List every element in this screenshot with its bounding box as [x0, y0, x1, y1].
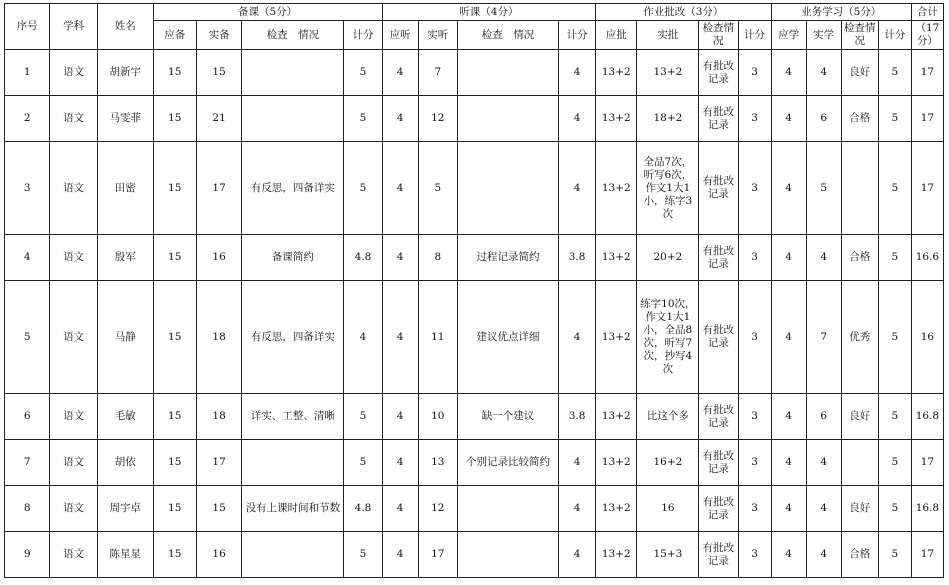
cell-listen-check: 过程记录简约: [457, 235, 558, 281]
cell-prep-actual: 16: [196, 532, 241, 578]
cell-listen-score: 4: [559, 532, 596, 578]
cell-prep-score: 5: [344, 96, 382, 142]
cell-listen-actual: 12: [418, 96, 457, 142]
header-study-due: 应学: [771, 21, 806, 50]
cell-prep-due: 15: [153, 486, 196, 532]
cell-hw-score: 3: [738, 281, 771, 394]
header-total-max: （17分）: [911, 21, 943, 50]
cell-seq: 1: [5, 50, 50, 96]
cell-study-due: 4: [771, 142, 806, 235]
cell-prep-check: [242, 532, 344, 578]
cell-study-actual: 6: [806, 394, 841, 440]
cell-listen-due: 4: [382, 532, 418, 578]
cell-hw-actual: 练字10次，作文1大1小，全品8次，听写7次，抄写4次: [637, 281, 699, 394]
cell-listen-due: 4: [382, 440, 418, 486]
cell-name: 胡新宇: [97, 50, 153, 96]
cell-listen-due: 4: [382, 394, 418, 440]
cell-study-check: [841, 440, 878, 486]
cell-prep-check: 有反思，四备详实: [242, 142, 344, 235]
header-homework-group: 作业批改（3分）: [596, 4, 771, 21]
cell-hw-actual: 16+2: [637, 440, 699, 486]
table-row: [5, 50, 944, 96]
header-prep-score: 计分: [344, 21, 382, 50]
cell-total: 16: [911, 281, 943, 394]
cell-study-check: 良好: [841, 486, 878, 532]
cell-listen-score: 4: [559, 486, 596, 532]
cell-seq: 9: [5, 532, 50, 578]
cell-prep-check: [242, 440, 344, 486]
header-hw-check: 检查情况: [699, 21, 738, 50]
cell-prep-score: 5: [344, 394, 382, 440]
cell-prep-due: 15: [153, 235, 196, 281]
cell-study-check: 合格: [841, 96, 878, 142]
cell-name: 田密: [97, 142, 153, 235]
cell-hw-check: 有批改记录: [699, 50, 738, 96]
cell-name: 马雯菲: [97, 96, 153, 142]
cell-prep-due: 15: [153, 96, 196, 142]
table-row: [5, 440, 944, 486]
cell-listen-score: 3.8: [559, 394, 596, 440]
cell-listen-due: 4: [382, 96, 418, 142]
header-study-check: 检查情况: [841, 21, 878, 50]
cell-listen-actual: 5: [418, 142, 457, 235]
cell-hw-due: 13+2: [596, 50, 637, 96]
cell-study-due: 4: [771, 281, 806, 394]
table-row: [5, 142, 944, 235]
cell-total: 16.8: [911, 486, 943, 532]
cell-study-due: 4: [771, 96, 806, 142]
cell-total: 16.6: [911, 235, 943, 281]
cell-listen-check: 个别记录比较简约: [457, 440, 558, 486]
cell-prep-actual: 21: [196, 96, 241, 142]
cell-seq: 4: [5, 235, 50, 281]
cell-listen-check: [457, 50, 558, 96]
cell-prep-check: [242, 50, 344, 96]
cell-study-actual: 4: [806, 532, 841, 578]
cell-study-check: 优秀: [841, 281, 878, 394]
cell-study-score: 5: [878, 281, 911, 394]
cell-hw-check: 有批改记录: [699, 394, 738, 440]
table-row: [5, 486, 944, 532]
cell-hw-check: 有批改记录: [699, 532, 738, 578]
cell-prep-due: 15: [153, 532, 196, 578]
cell-total: 16.8: [911, 394, 943, 440]
table-row: [5, 96, 944, 142]
cell-subject: 语文: [50, 486, 97, 532]
cell-hw-due: 13+2: [596, 394, 637, 440]
cell-total: 17: [911, 50, 943, 96]
header-listen-score: 计分: [559, 21, 596, 50]
header-prep-due: 应备: [153, 21, 196, 50]
cell-listen-check: [457, 486, 558, 532]
cell-study-score: 5: [878, 440, 911, 486]
cell-study-actual: 4: [806, 235, 841, 281]
cell-prep-due: 15: [153, 142, 196, 235]
cell-subject: 语文: [50, 50, 97, 96]
cell-name: 周宇卓: [97, 486, 153, 532]
cell-listen-actual: 17: [418, 532, 457, 578]
table-body: [5, 50, 944, 578]
header-prep-check: 检查 情况: [242, 21, 344, 50]
header-row-groups: [5, 4, 944, 21]
header-listen-actual: 实听: [418, 21, 457, 50]
cell-listen-due: 4: [382, 486, 418, 532]
cell-listen-due: 4: [382, 50, 418, 96]
header-listen-due: 应听: [382, 21, 418, 50]
cell-seq: 3: [5, 142, 50, 235]
cell-prep-check: [242, 96, 344, 142]
cell-seq: 2: [5, 96, 50, 142]
cell-prep-score: 5: [344, 50, 382, 96]
cell-hw-actual: 15+3: [637, 532, 699, 578]
cell-hw-actual: 比这个多: [637, 394, 699, 440]
cell-study-due: 4: [771, 440, 806, 486]
cell-subject: 语文: [50, 394, 97, 440]
cell-listen-check: 缺一个建议: [457, 394, 558, 440]
cell-prep-score: 4.8: [344, 235, 382, 281]
cell-listen-score: 4: [559, 50, 596, 96]
cell-subject: 语文: [50, 440, 97, 486]
cell-study-score: 5: [878, 235, 911, 281]
cell-hw-check: 有批改记录: [699, 142, 738, 235]
cell-total: 17: [911, 532, 943, 578]
cell-hw-actual: 18+2: [637, 96, 699, 142]
cell-hw-score: 3: [738, 96, 771, 142]
cell-hw-actual: 16: [637, 486, 699, 532]
cell-hw-actual: 20+2: [637, 235, 699, 281]
cell-study-check: 良好: [841, 50, 878, 96]
cell-hw-actual: 全品7次，听写6次，作文1大1小，练字3次: [637, 142, 699, 235]
cell-study-due: 4: [771, 50, 806, 96]
cell-prep-due: 15: [153, 50, 196, 96]
header-total: 合计: [911, 4, 943, 21]
header-hw-score: 计分: [738, 21, 771, 50]
cell-study-due: 4: [771, 486, 806, 532]
cell-hw-due: 13+2: [596, 440, 637, 486]
cell-hw-due: 13+2: [596, 142, 637, 235]
cell-study-due: 4: [771, 532, 806, 578]
cell-listen-score: 4: [559, 142, 596, 235]
cell-name: 殷军: [97, 235, 153, 281]
cell-prep-score: 4.8: [344, 486, 382, 532]
cell-seq: 7: [5, 440, 50, 486]
cell-prep-due: 15: [153, 440, 196, 486]
cell-hw-score: 3: [738, 486, 771, 532]
cell-name: 陈星星: [97, 532, 153, 578]
cell-prep-actual: 18: [196, 394, 241, 440]
cell-listen-check: [457, 142, 558, 235]
cell-hw-due: 13+2: [596, 486, 637, 532]
cell-listen-actual: 11: [418, 281, 457, 394]
cell-name: 胡依: [97, 440, 153, 486]
cell-total: 17: [911, 142, 943, 235]
cell-listen-score: 4: [559, 440, 596, 486]
cell-subject: 语文: [50, 96, 97, 142]
cell-total: 17: [911, 96, 943, 142]
cell-study-check: 良好: [841, 394, 878, 440]
cell-listen-check: [457, 532, 558, 578]
cell-hw-due: 13+2: [596, 281, 637, 394]
cell-prep-actual: 16: [196, 235, 241, 281]
cell-hw-due: 13+2: [596, 96, 637, 142]
cell-subject: 语文: [50, 235, 97, 281]
cell-hw-due: 13+2: [596, 235, 637, 281]
cell-hw-check: 有批改记录: [699, 96, 738, 142]
cell-listen-actual: 13: [418, 440, 457, 486]
cell-prep-due: 15: [153, 394, 196, 440]
cell-total: 17: [911, 440, 943, 486]
cell-listen-score: 4: [559, 96, 596, 142]
cell-name: 马静: [97, 281, 153, 394]
cell-hw-score: 3: [738, 532, 771, 578]
cell-hw-score: 3: [738, 440, 771, 486]
cell-study-check: 合格: [841, 532, 878, 578]
cell-hw-check: 有批改记录: [699, 440, 738, 486]
cell-study-check: [841, 142, 878, 235]
cell-study-actual: 7: [806, 281, 841, 394]
header-study-actual: 实学: [806, 21, 841, 50]
cell-study-actual: 4: [806, 440, 841, 486]
teacher-evaluation-table: [4, 3, 944, 578]
cell-listen-actual: 7: [418, 50, 457, 96]
cell-study-check: 合格: [841, 235, 878, 281]
cell-study-score: 5: [878, 532, 911, 578]
table-row: [5, 281, 944, 394]
cell-seq: 6: [5, 394, 50, 440]
table-row: [5, 532, 944, 578]
cell-prep-check: 详实、工整、清晰: [242, 394, 344, 440]
table-row: [5, 394, 944, 440]
cell-study-actual: 4: [806, 486, 841, 532]
cell-listen-check: 建议优点详细: [457, 281, 558, 394]
header-prep-actual: 实备: [196, 21, 241, 50]
cell-study-score: 5: [878, 96, 911, 142]
cell-listen-due: 4: [382, 142, 418, 235]
cell-seq: 8: [5, 486, 50, 532]
cell-prep-due: 15: [153, 281, 196, 394]
cell-prep-actual: 15: [196, 486, 241, 532]
cell-study-actual: 5: [806, 142, 841, 235]
cell-listen-due: 4: [382, 281, 418, 394]
cell-prep-score: 5: [344, 440, 382, 486]
cell-hw-score: 3: [738, 235, 771, 281]
header-study-group: 业务学习（5分）: [771, 4, 911, 21]
cell-prep-actual: 17: [196, 440, 241, 486]
cell-study-score: 5: [878, 394, 911, 440]
table-row: [5, 235, 944, 281]
cell-prep-actual: 15: [196, 50, 241, 96]
cell-listen-actual: 10: [418, 394, 457, 440]
cell-study-due: 4: [771, 394, 806, 440]
header-hw-actual: 实批: [637, 21, 699, 50]
cell-seq: 5: [5, 281, 50, 394]
header-listen-check: 检查 情况: [457, 21, 558, 50]
cell-hw-check: 有批改记录: [699, 281, 738, 394]
cell-hw-score: 3: [738, 142, 771, 235]
cell-prep-actual: 17: [196, 142, 241, 235]
cell-name: 毛敏: [97, 394, 153, 440]
cell-study-due: 4: [771, 235, 806, 281]
cell-hw-due: 13+2: [596, 532, 637, 578]
cell-prep-score: 5: [344, 532, 382, 578]
cell-subject: 语文: [50, 532, 97, 578]
cell-study-score: 5: [878, 50, 911, 96]
cell-hw-check: 有批改记录: [699, 486, 738, 532]
cell-study-actual: 6: [806, 96, 841, 142]
cell-listen-due: 4: [382, 235, 418, 281]
cell-hw-actual: 13+2: [637, 50, 699, 96]
cell-prep-score: 4: [344, 281, 382, 394]
cell-listen-actual: 12: [418, 486, 457, 532]
cell-listen-actual: 8: [418, 235, 457, 281]
header-subject: 学科: [50, 4, 97, 50]
cell-listen-check: [457, 96, 558, 142]
cell-prep-check: 没有上课时间和节数: [242, 486, 344, 532]
header-name: 姓名: [97, 4, 153, 50]
cell-subject: 语文: [50, 281, 97, 394]
cell-study-actual: 4: [806, 50, 841, 96]
cell-hw-check: 有批改记录: [699, 235, 738, 281]
cell-listen-score: 3.8: [559, 235, 596, 281]
header-study-score: 计分: [878, 21, 911, 50]
header-hw-due: 应批: [596, 21, 637, 50]
cell-hw-score: 3: [738, 50, 771, 96]
cell-prep-score: 5: [344, 142, 382, 235]
header-seq: 序号: [5, 4, 50, 50]
cell-subject: 语文: [50, 142, 97, 235]
cell-prep-check: 备课简约: [242, 235, 344, 281]
cell-study-score: 5: [878, 486, 911, 532]
header-listen-group: 听课（4分）: [382, 4, 596, 21]
header-prep-group: 备课（5分）: [153, 4, 382, 21]
cell-prep-check: 有反思，四备详实: [242, 281, 344, 394]
cell-study-score: 5: [878, 142, 911, 235]
cell-prep-actual: 18: [196, 281, 241, 394]
cell-hw-score: 3: [738, 394, 771, 440]
cell-listen-score: 4: [559, 281, 596, 394]
